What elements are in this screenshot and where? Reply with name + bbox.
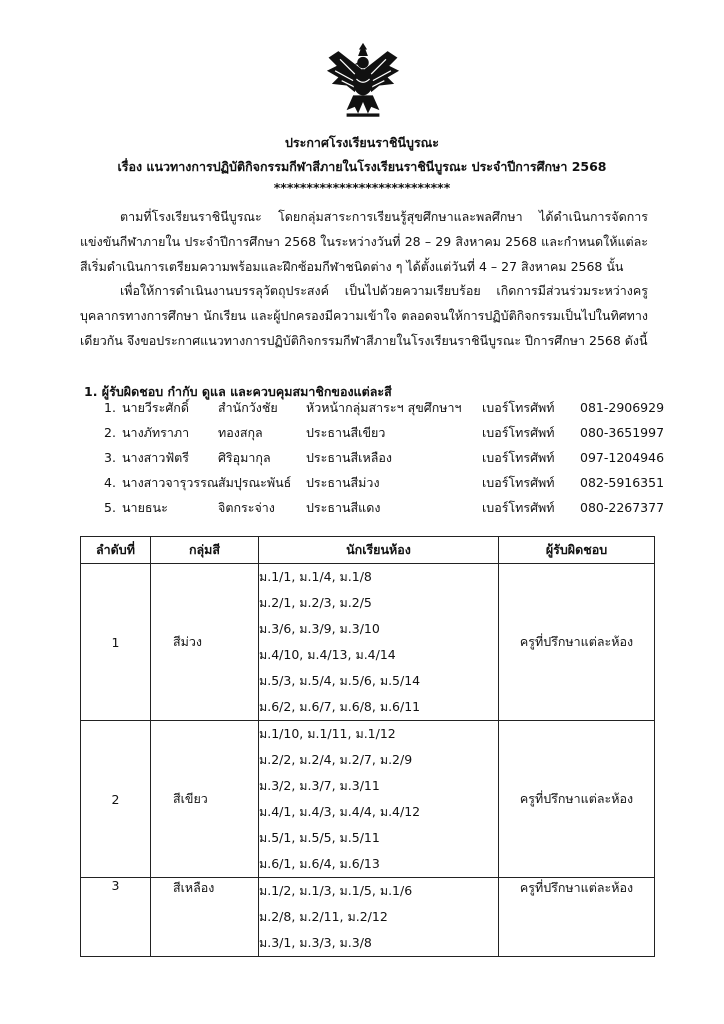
stars-divider: *************************** bbox=[273, 180, 451, 195]
staff-no: 4. bbox=[104, 475, 116, 490]
staff-first-name: นางภัทราภา bbox=[122, 425, 190, 440]
header-responsible: ผู้รับผิดชอบ bbox=[499, 537, 655, 564]
staff-first-name: นางสาวฟัตรี bbox=[122, 450, 190, 465]
class-list-item: ม.4/10, ม.4/13, ม.4/14 bbox=[259, 647, 396, 662]
intro-paragraph-2-text: เพื่อให้การดำเนินงานบรรลุวัตถุประสงค์ เป็นไปด้วยความเรียบร้อย เกิดการมีส่วนร่วมระหว่างครูบุคลากรทางการศึกษา นักเรียน และผู้ปกครองมีความเข้าใจ ตลอดจนให้การปฏิบัติกิจกรรมเป็นไปในทิศทางเดียวกัน จึงขอประกาศแนวทางการปฏิบัติกิจกรรมกีฬาสีภายในโรงเรียนราชินีบูรณะ ปีการศึกษา 2568 ดังนี้ bbox=[80, 283, 648, 348]
class-list-item: ม.5/1, ม.5/5, ม.5/11 bbox=[259, 830, 380, 845]
staff-last-name: สำนักวังชัย bbox=[218, 400, 278, 415]
row-color: สีม่วง bbox=[151, 564, 259, 721]
header-color-group: กลุ่มสี bbox=[151, 537, 259, 564]
color-groups-table bbox=[80, 536, 655, 957]
staff-last-name: ศิริอุมากุล bbox=[218, 450, 271, 465]
class-list-item: ม.4/1, ม.4/3, ม.4/4, ม.4/12 bbox=[259, 804, 421, 819]
staff-first-name: นายธนะ bbox=[122, 500, 168, 515]
staff-phone-label: เบอร์โทรศัพท์ bbox=[482, 475, 555, 490]
row-color: สีเขียว bbox=[151, 721, 259, 878]
class-list-item: ม.3/6, ม.3/9, ม.3/10 bbox=[259, 621, 380, 636]
header-student-classes: นักเรียนห้อง bbox=[259, 537, 499, 564]
staff-row bbox=[104, 421, 684, 445]
staff-no: 5. bbox=[104, 500, 116, 515]
staff-phone-label: เบอร์โทรศัพท์ bbox=[482, 450, 555, 465]
staff-first-name: นางสาวจารุวรรณ bbox=[122, 475, 219, 490]
table-row bbox=[81, 878, 655, 957]
staff-phone-label: เบอร์โทรศัพท์ bbox=[482, 500, 555, 515]
staff-no: 2. bbox=[104, 425, 116, 440]
staff-role: หัวหน้ากลุ่มสาระฯ สุขศึกษาฯ bbox=[306, 400, 462, 415]
row-order: 3 bbox=[81, 878, 151, 957]
intro-paragraph-1 bbox=[80, 204, 648, 279]
staff-role: ประธานสีเหลือง bbox=[306, 450, 392, 465]
section-1-title: 1. ผู้รับผิดชอบ กำกับ ดูแล และควบคุมสมาชิกของแต่ละสี bbox=[84, 384, 392, 399]
row-responsible: ครูที่ปรึกษาแต่ละห้อง bbox=[499, 721, 655, 878]
staff-role: ประธานสีแดง bbox=[306, 500, 381, 515]
class-list-item: ม.2/2, ม.2/4, ม.2/7, ม.2/9 bbox=[259, 752, 413, 767]
staff-no: 1. bbox=[104, 400, 116, 415]
class-list-item: ม.6/1, ม.6/4, ม.6/13 bbox=[259, 856, 380, 871]
row-order: 1 bbox=[81, 564, 151, 721]
garuda-emblem-icon bbox=[322, 38, 404, 120]
staff-row bbox=[104, 471, 684, 495]
row-classes bbox=[259, 878, 499, 957]
staff-phone: 080-2267377 bbox=[580, 500, 665, 515]
table-row bbox=[81, 564, 655, 721]
class-list-item: ม.2/8, ม.2/11, ม.2/12 bbox=[259, 909, 388, 924]
announcement-subject: เรื่อง แนวทางการปฏิบัติกิจกรรมกีฬาสีภายในโรงเรียนราชินีบูรณะ ประจำปีการศึกษา 2568 bbox=[117, 159, 607, 174]
announcement-title: ประกาศโรงเรียนราชินีบูรณะ bbox=[285, 135, 439, 150]
class-list-item: ม.1/2, ม.1/3, ม.1/5, ม.1/6 bbox=[259, 883, 413, 898]
staff-role: ประธานสีม่วง bbox=[306, 475, 380, 490]
intro-paragraph-1-text: ตามที่โรงเรียนราชินีบูรณะ โดยกลุ่มสาระการเรียนรู้สุขศึกษาและพลศึกษา ได้ดำเนินการจัดการแข่งขันกีฬาภายใน ประจำปีการศึกษา 2568 ในระหว่างวันที่ 28 – 29 สิงหาคม 2568 และกำหนดให้แต่ละสีเริ่มดำเนินการเตรียมความพร้อมและฝึกซ้อมกีฬาชนิดต่าง ๆ ได้ตั้งแต่วันที่ 4 – 27 สิงหาคม 2568 นั้น bbox=[80, 209, 648, 274]
row-responsible: ครูที่ปรึกษาแต่ละห้อง bbox=[499, 564, 655, 721]
row-responsible: ครูที่ปรึกษาแต่ละห้อง bbox=[499, 878, 655, 957]
row-classes bbox=[259, 564, 499, 721]
staff-role: ประธานสีเขียว bbox=[306, 425, 386, 440]
table-header-row bbox=[81, 537, 655, 564]
staff-phone: 080-3651997 bbox=[580, 425, 665, 440]
staff-phone-label: เบอร์โทรศัพท์ bbox=[482, 425, 555, 440]
staff-row bbox=[104, 496, 684, 520]
staff-first-name: นายวีระศักดิ์ bbox=[122, 400, 189, 415]
staff-phone-label: เบอร์โทรศัพท์ bbox=[482, 400, 555, 415]
class-list-item: ม.3/1, ม.3/3, ม.3/8 bbox=[259, 935, 372, 950]
staff-phone: 081-2906929 bbox=[580, 400, 665, 415]
class-list-item: ม.6/2, ม.6/7, ม.6/8, ม.6/11 bbox=[259, 699, 421, 714]
class-list-item: ม.3/2, ม.3/7, ม.3/11 bbox=[259, 778, 380, 793]
staff-last-name: จิตกระจ่าง bbox=[218, 500, 275, 515]
staff-row bbox=[104, 446, 684, 470]
row-color: สีเหลือง bbox=[151, 878, 259, 957]
class-list-item: ม.1/10, ม.1/11, ม.1/12 bbox=[259, 726, 396, 741]
header-order: ลำดับที่ bbox=[81, 537, 151, 564]
table-row bbox=[81, 721, 655, 878]
row-classes bbox=[259, 721, 499, 878]
intro-paragraph-2 bbox=[80, 278, 648, 353]
staff-phone: 082-5916351 bbox=[580, 475, 665, 490]
staff-row bbox=[104, 396, 684, 420]
staff-last-name: สัมปุรณะพันธ์ bbox=[218, 475, 292, 490]
class-list-item: ม.1/1, ม.1/4, ม.1/8 bbox=[259, 569, 372, 584]
class-list-item: ม.2/1, ม.2/3, ม.2/5 bbox=[259, 595, 372, 610]
staff-phone: 097-1204946 bbox=[580, 450, 665, 465]
class-list-item: ม.5/3, ม.5/4, ม.5/6, ม.5/14 bbox=[259, 673, 421, 688]
row-order: 2 bbox=[81, 721, 151, 878]
staff-last-name: ทองสกุล bbox=[218, 425, 263, 440]
staff-no: 3. bbox=[104, 450, 116, 465]
